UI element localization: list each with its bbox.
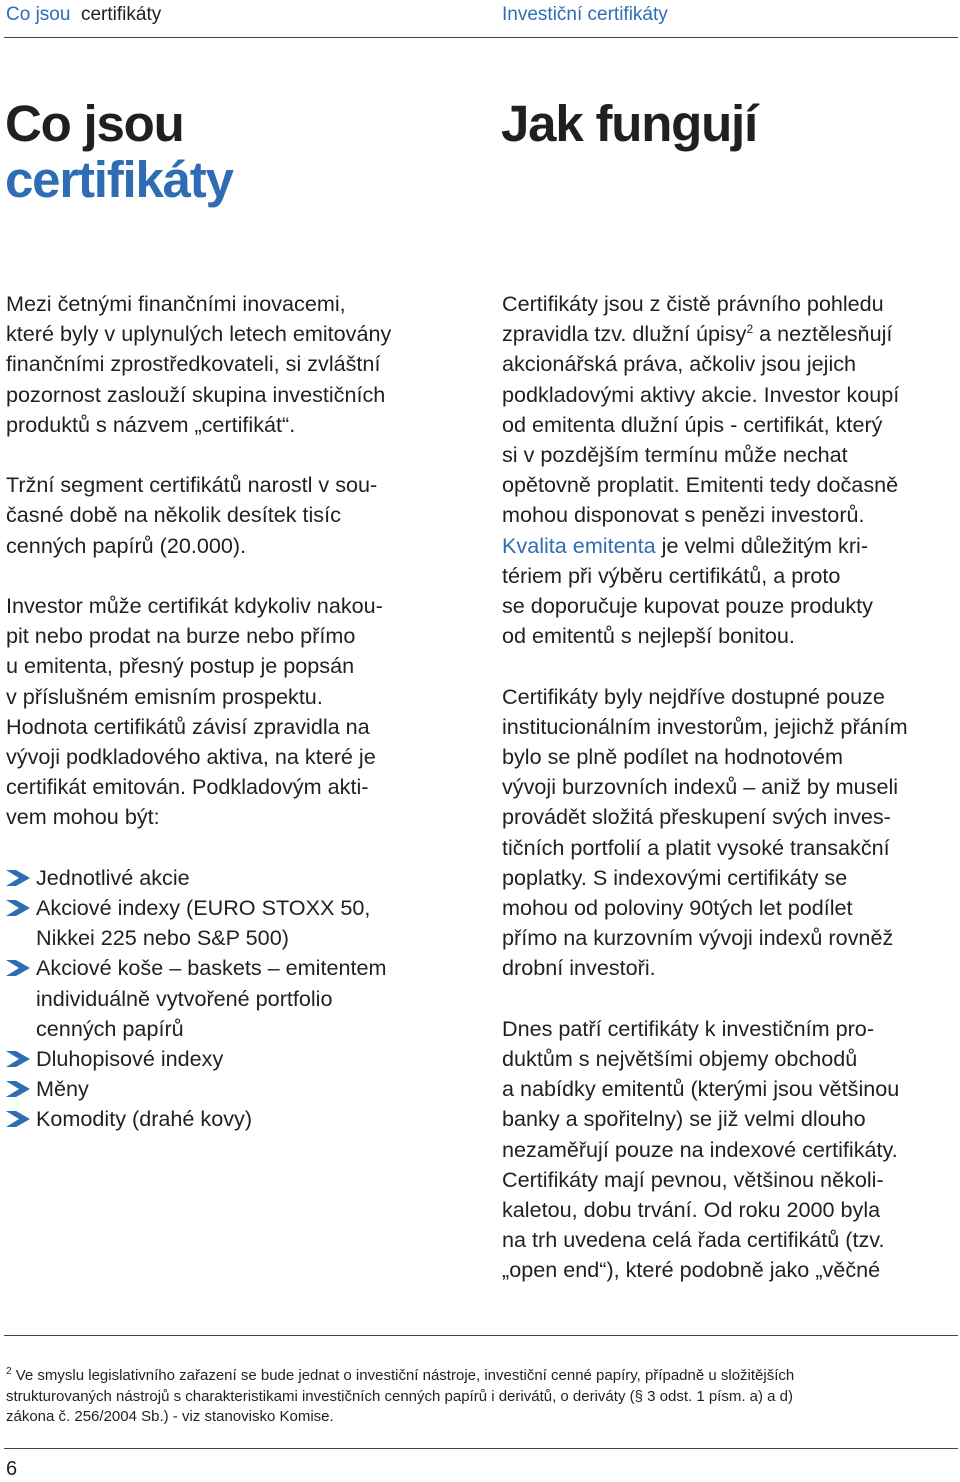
text-line: podkladovými aktivy akcie. Investor koupí — [502, 381, 900, 407]
text-line: cenných papírů (20.000). — [6, 532, 247, 558]
text-line: produktů s názvem „certifikát“. — [6, 411, 296, 437]
list-item-text: Měny — [36, 1076, 89, 1102]
text-line: finančními zprostředkovateli, si zvláštní — [6, 351, 381, 377]
text-line: Hodnota certifikátů závisí zpravidla na — [6, 713, 370, 739]
footnote-line: zákona č. 256/2004 Sb.) - viz stanovisko Komise. — [6, 1408, 334, 1425]
list-item — [6, 863, 476, 893]
text-line: u emitenta, přesný postup je popsán — [6, 653, 355, 679]
right-column — [502, 289, 954, 1286]
text-line: institucionálním investorům, jejichž přáním — [502, 713, 908, 739]
chevron-arrow-icon — [6, 1111, 30, 1127]
text-line: na trh uvedena celá řada certifikátů (tzv. — [502, 1227, 885, 1253]
right-paragraph-2 — [502, 682, 954, 984]
text-line: banky a spořitelny) se již velmi dlouho — [502, 1106, 866, 1132]
running-header-right: Investiční certifikáty — [502, 4, 668, 25]
list-item-text: Akciové indexy (EURO STOXX 50, — [36, 895, 371, 921]
list-item — [6, 1104, 476, 1134]
footnote-marker: 2 — [6, 1366, 12, 1377]
text-line: tériem při výběru certifikátů, a proto — [502, 562, 841, 588]
left-paragraph-1 — [6, 289, 476, 440]
list-item — [6, 893, 476, 953]
footnote-line — [6, 1366, 956, 1387]
text-line: si v pozdějším termínu může nechat — [502, 442, 848, 468]
issuer-quality-link[interactable]: Kvalita emitenta — [502, 532, 656, 558]
text-line: vývoji podkladového aktiva, na které je — [6, 744, 376, 770]
right-paragraph-3 — [502, 1014, 954, 1286]
text-line: se doporučuje kupovat pouze produkty — [502, 593, 873, 619]
text-line: provádět složitá přeskupení svých inves- — [502, 804, 891, 830]
list-item-text: Akciové koše – baskets – emitentem — [36, 955, 387, 981]
text-line: Tržní segment certifikátů narostl v sou- — [6, 472, 378, 498]
left-column — [6, 289, 476, 1135]
text-line: pit nebo prodat na burze nebo přímo — [6, 623, 356, 649]
text-line: tičních portfolií a platit vysoké transakční — [502, 834, 890, 860]
list-item-text: cenných papírů — [36, 1015, 184, 1041]
text-line: Certifikáty mají pevnou, většinou několi- — [502, 1166, 884, 1192]
text-line: Mezi četnými finančními inovacemi, — [6, 291, 346, 316]
text-line: duktům s největšími objemy obchodů — [502, 1046, 858, 1072]
text-line: kaletou, dobu trvání. Od roku 2000 byla — [502, 1197, 881, 1223]
text-line — [502, 533, 868, 558]
section-title-left — [5, 96, 233, 208]
header-left-part-a: Co jsou — [6, 4, 71, 25]
left-paragraph-2 — [6, 470, 476, 561]
text-segment: je velmi důležitým kri- — [655, 532, 869, 558]
list-item-text: individuálně vytvořené portfolio — [36, 985, 333, 1011]
section-title-right: Jak fungují — [501, 95, 757, 152]
text-line: vem mohou být: — [6, 804, 160, 830]
chevron-arrow-icon — [6, 900, 30, 916]
text-line: od emitenta dlužní úpis - certifikát, který — [502, 411, 883, 437]
list-item-text: Komodity (drahé kovy) — [36, 1106, 253, 1132]
text-line: vývoji burzovních indexů – aniž by museli — [502, 774, 899, 800]
text-line: bylo se plně podílet na hodnotovém — [502, 744, 843, 770]
footnote-divider — [4, 1335, 958, 1336]
footnote-reference: 2 — [746, 322, 754, 337]
chevron-arrow-icon — [6, 1051, 30, 1067]
list-item-text: Jednotlivé akcie — [36, 864, 190, 890]
page-number: 6 — [6, 1458, 18, 1480]
text-line: které byly v uplynulých letech emitovány — [6, 321, 392, 347]
header-left-part-b: certifikáty — [80, 4, 162, 25]
list-item-text: Dluhopisové indexy — [36, 1046, 224, 1072]
text-line: poplatky. S indexovými certifikáty se — [502, 864, 848, 890]
text-line: mohou disponovat s penězi investorů. — [502, 502, 865, 528]
text-line: Certifikáty jsou z čistě právního pohledu — [502, 291, 884, 316]
text-line: akcionářská práva, ačkoliv jsou jejich — [502, 351, 857, 377]
text-line: certifikát emitován. Podkladovým akti- — [6, 774, 369, 800]
footnote-text: Ve smyslu legislativního zařazení se bude jednat o investiční nástroje, investiční cenné papíry, případně u složitějších — [11, 1367, 795, 1384]
footnote — [6, 1366, 956, 1428]
text-line: časné době na několik desítek tisíc — [6, 502, 341, 528]
header-divider — [4, 37, 958, 38]
list-item — [6, 953, 476, 1044]
text-segment: a neztělesňují — [753, 321, 893, 347]
list-item-text: Nikkei 225 nebo S&P 500) — [36, 925, 289, 951]
text-line: v příslušném emisním prospektu. — [6, 683, 323, 709]
footer-divider — [4, 1448, 958, 1449]
text-line: a nabídky emitentů (kterými jsou většinou — [502, 1076, 900, 1102]
title-left-line2: certifikáty — [5, 151, 233, 208]
chevron-arrow-icon — [6, 1081, 30, 1097]
list-item — [6, 1044, 476, 1074]
left-paragraph-3 — [6, 591, 476, 833]
text-line: Certifikáty byly nejdříve dostupné pouze — [502, 683, 885, 709]
text-line — [502, 321, 892, 346]
underlying-assets-list — [6, 863, 476, 1135]
footnote-line: strukturovaných nástrojů s charakteristikami investičních cenných papírů i derivátů, o deriváty (§ 3 odst. 1 písm. a) a d) — [6, 1387, 794, 1405]
text-line: přímo na kurzovním vývoji indexů rovněž — [502, 925, 894, 951]
chevron-arrow-icon — [6, 870, 30, 886]
text-line: opětovně proplatit. Emitenti tedy dočasně — [502, 472, 899, 498]
text-line: Dnes patří certifikáty k investičním pro- — [502, 1015, 875, 1041]
text-line: Investor může certifikát kdykoliv nakou- — [6, 593, 383, 618]
list-item — [6, 1074, 476, 1104]
text-line: drobní investoři. — [502, 955, 656, 981]
text-line: mohou od poloviny 90tých let podílet — [502, 895, 853, 921]
text-line: od emitentů s nejlepší bonitou. — [502, 623, 795, 649]
chevron-arrow-icon — [6, 960, 30, 976]
text-segment: zpravidla tzv. dlužní úpisy — [502, 321, 747, 347]
text-line: nezaměřují pouze na indexové certifikáty. — [502, 1136, 898, 1162]
right-paragraph-1 — [502, 289, 954, 651]
running-header-left — [6, 4, 161, 26]
title-left-line1: Co jsou — [5, 95, 184, 152]
text-line: „open end“), které podobně jako „věčné — [502, 1257, 881, 1283]
text-line: pozornost zaslouží skupina investičních — [6, 381, 386, 407]
